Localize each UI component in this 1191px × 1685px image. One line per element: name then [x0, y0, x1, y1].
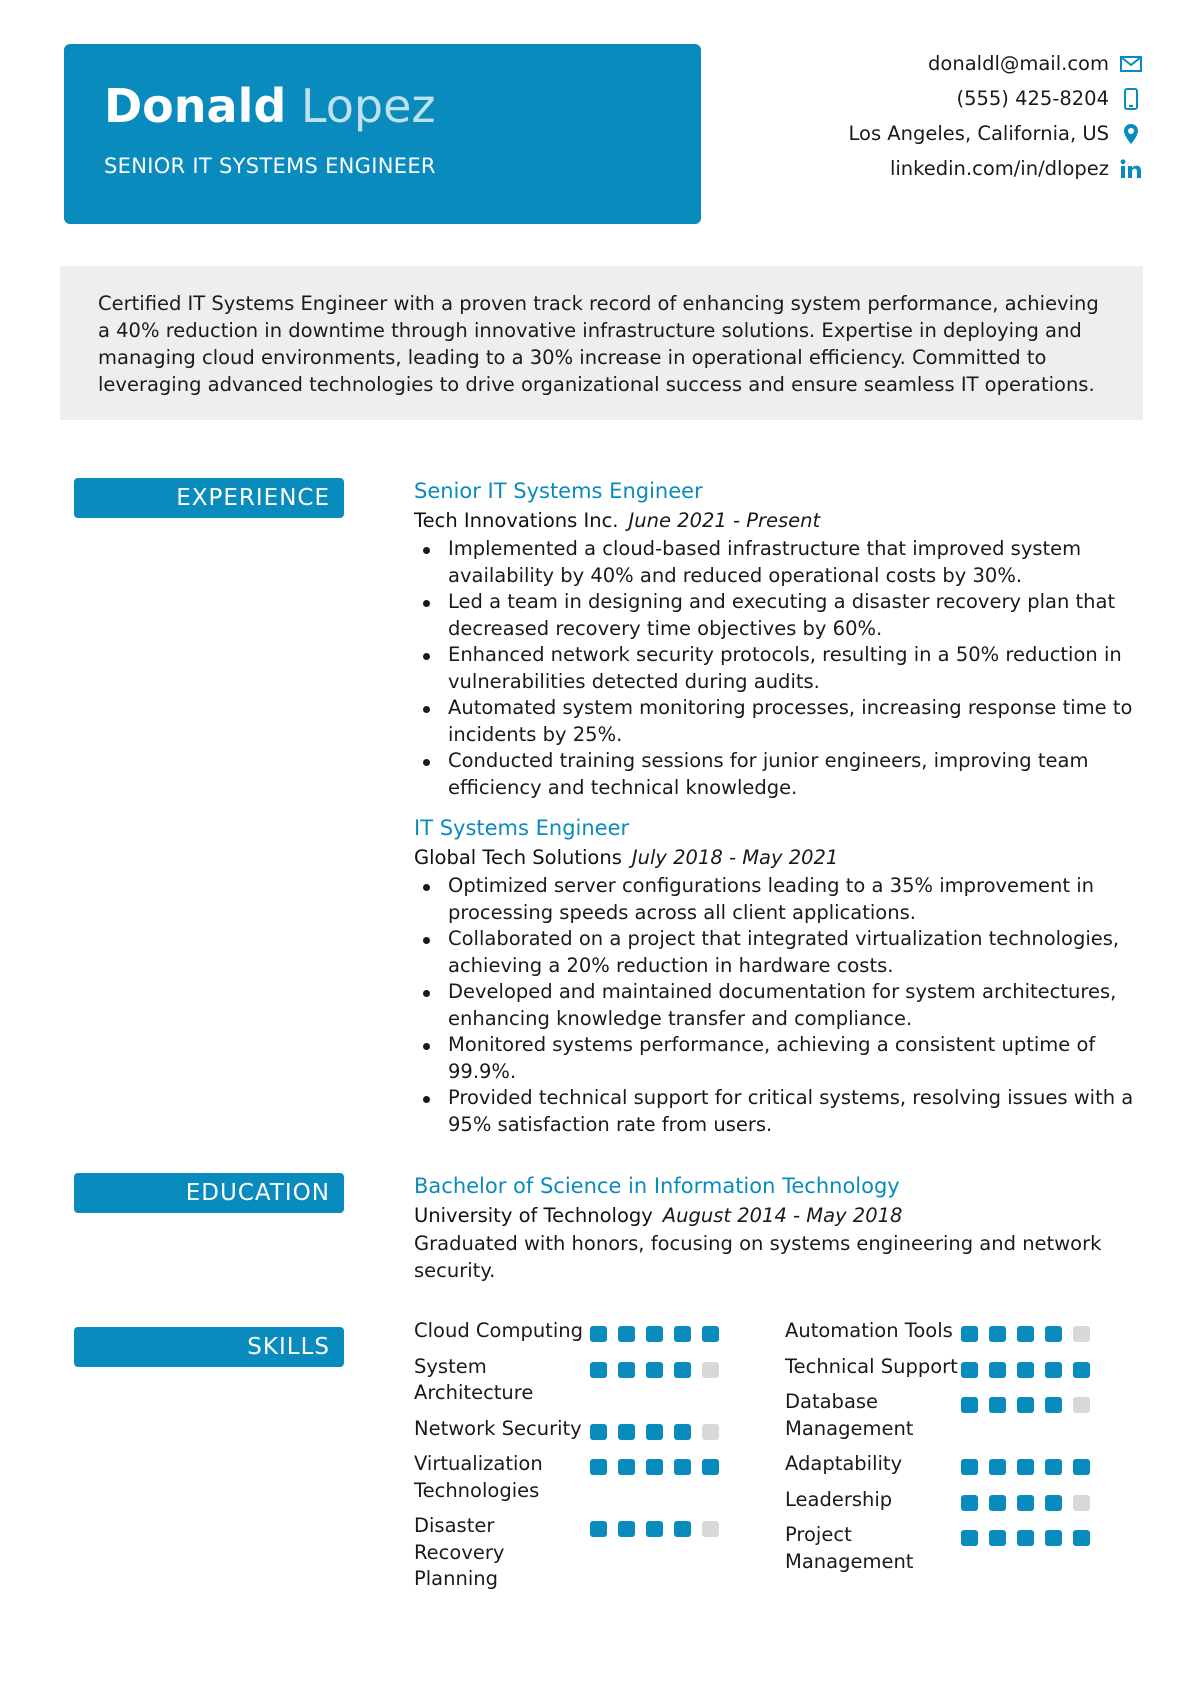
skill-name: Virtualization Technologies: [414, 1452, 543, 1502]
company-name: Tech Innovations Inc.: [414, 509, 619, 532]
education-heading: EDUCATION: [74, 1173, 344, 1213]
skill-dot-filled: [989, 1326, 1006, 1342]
skill-dot-empty: [1073, 1397, 1090, 1413]
skill-rating: [961, 1318, 1101, 1342]
skill-dot-empty: [702, 1521, 719, 1537]
skill-dot-filled: [1017, 1362, 1034, 1378]
skill-row: [785, 1487, 1145, 1514]
linkedin-text[interactable]: linkedin.com/in/dlopez: [889, 157, 1109, 180]
skill-name: Adaptability: [785, 1452, 903, 1475]
skill-dot-filled: [646, 1424, 663, 1440]
skill-dot-filled: [674, 1459, 691, 1475]
skills-column-right: [785, 1318, 1145, 1584]
skill-dot-filled: [646, 1459, 663, 1475]
education-dates: August 2014 - May 2018: [662, 1204, 903, 1227]
skill-rating: [961, 1487, 1101, 1511]
skill-row: [785, 1354, 1145, 1381]
achievement-item: Provided technical support for critical systems, resolving issues with a 95% satisfaction rate from users.: [448, 1085, 1134, 1138]
candidate-name: [104, 80, 436, 133]
skill-dot-filled: [590, 1424, 607, 1440]
skill-row: [414, 1513, 774, 1593]
job-dates: June 2021 - Present: [628, 509, 821, 532]
skill-dot-empty: [702, 1424, 719, 1440]
skill-rating: [590, 1318, 730, 1342]
contact-location: [849, 116, 1144, 151]
skill-dot-filled: [702, 1326, 719, 1342]
skill-dot-filled: [674, 1521, 691, 1537]
header-banner: [64, 44, 701, 224]
experience-entry: [414, 813, 1134, 1138]
achievement-list: [414, 873, 1134, 1138]
achievement-item: Implemented a cloud-based infrastructure that improved system availability by 40% and reduced operational costs by 30%.: [448, 536, 1134, 589]
skill-dot-filled: [1045, 1326, 1062, 1342]
achievement-item: Led a team in designing and executing a disaster recovery plan that decreased recovery time objectives by 60%.: [448, 589, 1134, 642]
skill-dot-filled: [961, 1397, 978, 1413]
experience-entry: [414, 476, 1134, 801]
summary-section: [60, 266, 1143, 420]
skill-name: Network Security: [414, 1416, 582, 1440]
education-description: Graduated with honors, focusing on systems engineering and network security.: [414, 1232, 1102, 1282]
skill-row: [785, 1389, 1145, 1442]
skill-dot-empty: [1073, 1326, 1090, 1342]
skill-dot-filled: [590, 1362, 607, 1378]
job-entry-title: IT Systems Engineer: [414, 816, 630, 840]
skill-row: [414, 1354, 774, 1407]
education-meta: [414, 1201, 1134, 1231]
first-name: Donald: [104, 79, 287, 133]
skill-dot-filled: [618, 1424, 635, 1440]
skill-row: [785, 1318, 1145, 1345]
company-name: Global Tech Solutions: [414, 846, 622, 869]
skill-dot-filled: [989, 1397, 1006, 1413]
skill-dot-filled: [646, 1326, 663, 1342]
skills-column-left: [414, 1318, 774, 1602]
mobile-phone-icon: [1119, 87, 1143, 111]
skill-dot-filled: [674, 1424, 691, 1440]
skill-dot-filled: [1073, 1362, 1090, 1378]
envelope-icon: [1119, 52, 1143, 76]
contact-email[interactable]: [849, 46, 1144, 81]
job-dates: July 2018 - May 2021: [631, 846, 839, 869]
location-text: Los Angeles, California, US: [848, 122, 1109, 145]
job-title: SENIOR IT SYSTEMS ENGINEER: [104, 154, 436, 178]
skill-dot-empty: [1073, 1495, 1090, 1511]
achievement-list: [414, 536, 1134, 801]
last-name: Lopez: [300, 79, 436, 133]
achievement-item: Automated system monitoring processes, increasing response time to incidents by 25%.: [448, 695, 1134, 748]
skill-rating: [961, 1354, 1101, 1378]
skill-dot-filled: [1045, 1362, 1062, 1378]
achievement-item: Optimized server configurations leading to a 35% improvement in processing speeds across all client applications.: [448, 873, 1134, 926]
map-pin-icon: [1119, 122, 1143, 146]
skill-dot-filled: [1017, 1459, 1034, 1475]
achievement-item: Conducted training sessions for junior engineers, improving team efficiency and technical knowledge.: [448, 748, 1134, 801]
skill-row: [414, 1451, 774, 1504]
skill-dot-filled: [674, 1326, 691, 1342]
skill-dot-filled: [989, 1495, 1006, 1511]
skill-name: Project Management: [785, 1523, 914, 1573]
skill-dot-filled: [618, 1362, 635, 1378]
skill-row: [785, 1451, 1145, 1478]
education-section: [414, 1171, 1134, 1284]
skill-dot-filled: [1045, 1397, 1062, 1413]
skill-name: Database Management: [785, 1390, 914, 1440]
skill-dot-filled: [961, 1530, 978, 1546]
skill-dot-filled: [1017, 1326, 1034, 1342]
skill-dot-filled: [618, 1521, 635, 1537]
skill-dot-filled: [618, 1326, 635, 1342]
contact-linkedin[interactable]: [849, 151, 1144, 186]
skill-dot-filled: [961, 1459, 978, 1475]
achievement-item: Monitored systems performance, achieving a consistent uptime of 99.9%.: [448, 1032, 1134, 1085]
skill-dot-filled: [674, 1362, 691, 1378]
skill-dot-filled: [1045, 1530, 1062, 1546]
email-text[interactable]: donaldl@mail.com: [928, 52, 1109, 75]
skill-dot-filled: [961, 1495, 978, 1511]
skill-dot-filled: [1017, 1397, 1034, 1413]
skill-dot-filled: [590, 1459, 607, 1475]
job-entry-meta: [414, 843, 1134, 873]
skill-dot-filled: [989, 1362, 1006, 1378]
skill-dot-filled: [989, 1530, 1006, 1546]
skill-name: Leadership: [785, 1487, 893, 1511]
skill-name: Cloud Computing: [414, 1319, 583, 1342]
skill-name: Automation Tools: [785, 1319, 953, 1342]
skill-dot-filled: [989, 1459, 1006, 1475]
skill-dot-filled: [1017, 1495, 1034, 1511]
linkedin-icon: [1119, 157, 1143, 181]
skill-rating: [961, 1389, 1101, 1413]
skill-name: Disaster Recovery Planning: [414, 1514, 505, 1590]
skill-row: [785, 1522, 1145, 1575]
skill-rating: [590, 1416, 730, 1440]
experience-heading: EXPERIENCE: [74, 478, 344, 518]
skill-dot-filled: [1073, 1530, 1090, 1546]
skill-rating: [961, 1522, 1101, 1546]
skill-dot-filled: [646, 1362, 663, 1378]
job-entry-title: Senior IT Systems Engineer: [414, 479, 703, 503]
skill-dot-filled: [702, 1459, 719, 1475]
skill-rating: [590, 1354, 730, 1378]
achievement-item: Enhanced network security protocols, resulting in a 50% reduction in vulnerabilities detected during audits.: [448, 642, 1134, 695]
skill-name: System Architecture: [414, 1354, 534, 1404]
degree-title: Bachelor of Science in Information Technology: [414, 1174, 900, 1198]
contact-phone[interactable]: [849, 81, 1144, 116]
skill-rating: [590, 1451, 730, 1475]
skill-dot-filled: [1045, 1459, 1062, 1475]
skill-dot-filled: [1045, 1495, 1062, 1511]
experience-section: [414, 476, 1134, 1138]
skill-rating: [961, 1451, 1101, 1475]
skill-row: [414, 1416, 774, 1443]
skill-dot-filled: [618, 1459, 635, 1475]
skill-rating: [590, 1513, 730, 1537]
skill-dot-filled: [1017, 1530, 1034, 1546]
skill-dot-empty: [702, 1362, 719, 1378]
achievement-item: Collaborated on a project that integrated virtualization technologies, achieving a 20% reduction in hardware costs.: [448, 926, 1134, 979]
skill-name: Technical Support: [785, 1354, 958, 1378]
skill-row: [414, 1318, 774, 1345]
skill-dot-filled: [1073, 1459, 1090, 1475]
skill-dot-filled: [590, 1326, 607, 1342]
achievement-item: Developed and maintained documentation for system architectures, enhancing knowledge transfer and compliance.: [448, 979, 1134, 1032]
phone-text[interactable]: (555) 425-8204: [956, 87, 1109, 110]
school-name: University of Technology: [414, 1204, 653, 1227]
skill-dot-filled: [961, 1362, 978, 1378]
skill-dot-filled: [961, 1326, 978, 1342]
skill-dot-filled: [590, 1521, 607, 1537]
skill-dot-filled: [646, 1521, 663, 1537]
skills-heading: SKILLS: [74, 1327, 344, 1367]
job-entry-meta: [414, 506, 1134, 536]
contact-info: [849, 46, 1144, 186]
summary-text: Certified IT Systems Engineer with a proven track record of enhancing system performance, achieving a 40% reduction in downtime through innovative infrastructure solutions. Expertise in deploying and managing cloud environments, leading to a 30% increase in operational efficiency. Committed to leveraging advanced technologies to drive organizational success and ensure seamless IT operations.: [98, 292, 1099, 396]
